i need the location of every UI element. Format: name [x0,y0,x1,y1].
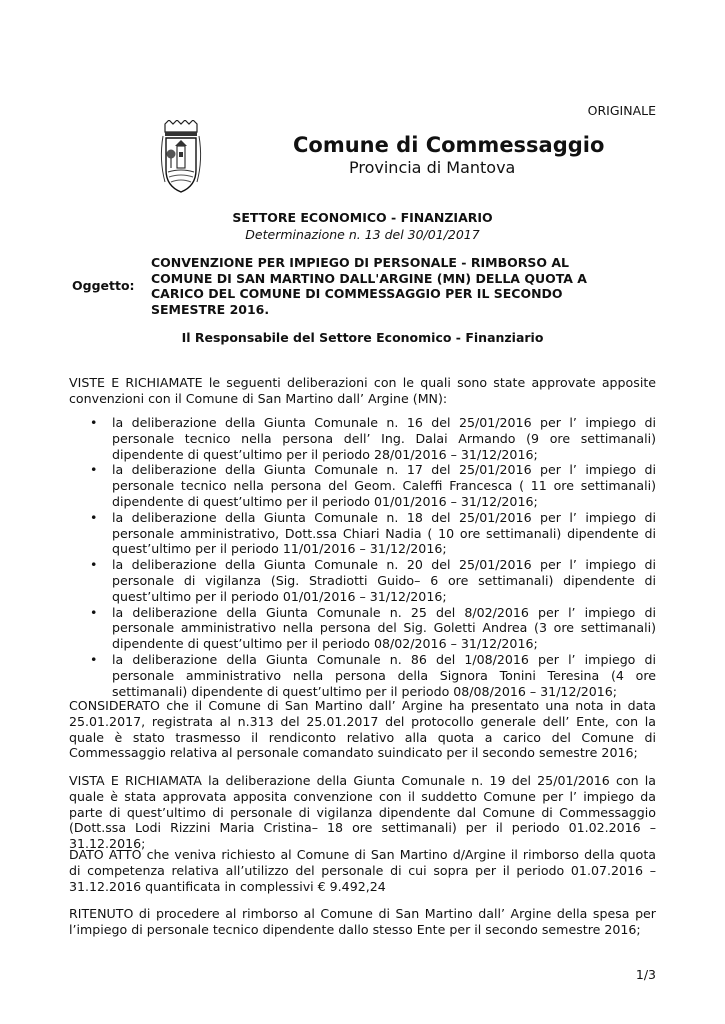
paragraph-considerato: CONSIDERATO che il Comune di San Martino dall’ Argine ha presentato una nota in data 25.01.2017, registrata al n.313 del 25.01.2017 del protocollo generale dell’ Ente, con la quale è stato trasmesso il rendiconto relativo alla quota a carico del Comune di Commessaggio relativa al personale comandato suindicato per il secondo semestre 2016; [69,698,656,761]
subject-label: Oggetto: [72,278,135,293]
responsible-heading: Il Responsabile del Settore Economico - Finanziario [181,330,544,345]
subject-text: CONVENZIONE PER IMPIEGO DI PERSONALE - RIMBORSO AL COMUNE DI SAN MARTINO DALL'ARGINE (MN) DELLA QUOTA A CARICO DEL COMUNE DI COMMESSAGGIO PER IL SECONDO SEMESTRE 2016. [151,255,587,317]
paragraph-ritenuto: RITENUTO di procedere al rimborso al Comune di San Martino dall’ Argine della spesa per l’impiego di personale tecnico dipendente dallo stesso Ente per il secondo semestre 2016; [69,906,656,937]
paragraph-vista: VISTA E RICHIAMATA la deliberazione della Giunta Comunale n. 19 del 25/01/2016 con la quale è stata approvata apposita convenzione con il suddetto Comune per l’ impiego da parte di quest’ultimo di personale di vigilanza dipendente dal Comune di Commessaggio (Dott.ssa Lodi Rizzini Maria Cristina– 18 ore settimanali) per il periodo 01.02.2016 – 31.12.2016; [69,773,656,852]
list-item: • la deliberazione della Giunta Comunale n. 16 del 25/01/2016 per l’ impiego di personale tecnico nella persona dell’ Ing. Dalai Armando (9 ore settimanali) dipendente di quest’ultimo per il periodo 28/01/2016 – 31/12/2016; [90,415,656,462]
originale-stamp: ORIGINALE [587,103,656,118]
page-number: 1/3 [635,967,656,982]
list-item: • la deliberazione della Giunta Comunale n. 20 del 25/01/2016 per l’ impiego di personale di vigilanza (Sig. Stradiotti Guido– 6 ore settimanali) dipendente di quest’ultimo per il periodo 01/01/2016 – 31/12/2016; [90,557,656,604]
coat-of-arms-icon [157,120,205,196]
list-item: • la deliberazione della Giunta Comunale n. 18 del 25/01/2016 per l’ impiego di personale amministrativo, Dott.ssa Chiari Nadia ( 10 ore settimanali) dipendente di quest’ultimo per il periodo 11/01/2016 – 31/12/2016; [90,510,656,557]
municipality-title: Comune di Commessaggio [293,133,605,157]
list-item: • la deliberazione della Giunta Comunale n. 86 del 1/08/2016 per l’ impiego di personale amministrativo nella persona della Signora Tonini Teresina (4 ore settimanali) dipendente di quest’ultimo per il periodo 08/08/2016 – 31/12/2016; [90,652,656,699]
list-item: • la deliberazione della Giunta Comunale n. 17 del 25/01/2016 per l’ impiego di personale tecnico nella persona del Geom. Caleffi Francesca ( 11 ore settimanali) dipendente di quest’ultimo per il periodo 01/01/2016 – 31/12/2016; [90,462,656,509]
province-subtitle: Provincia di Mantova [349,158,516,177]
sector-heading: SETTORE ECONOMICO - FINANZIARIO [232,210,493,225]
deliberations-list [90,415,656,699]
determination-number: Determinazione n. 13 del 30/01/2017 [245,227,480,242]
paragraph-viste: VISTE E RICHIAMATE le seguenti deliberazioni con le quali sono state approvate apposite convenzioni con il Comune di San Martino dall’ Argine (MN): [69,375,656,406]
list-item: • la deliberazione della Giunta Comunale n. 25 del 8/02/2016 per l’ impiego di personale amministrativo nella persona del Sig. Goletti Andrea (3 ore settimanali) dipendente di quest’ultimo per il periodo 08/02/2016 – 31/12/2016; [90,605,656,652]
paragraph-dato-atto: DATO ATTO che veniva richiesto al Comune di San Martino d/Argine il rimborso della quota di competenza relativa all’utilizzo del personale di cui sopra per il periodo 01.07.2016 – 31.12.2016 quantificata in complessivi € 9.492,24 [69,847,656,894]
